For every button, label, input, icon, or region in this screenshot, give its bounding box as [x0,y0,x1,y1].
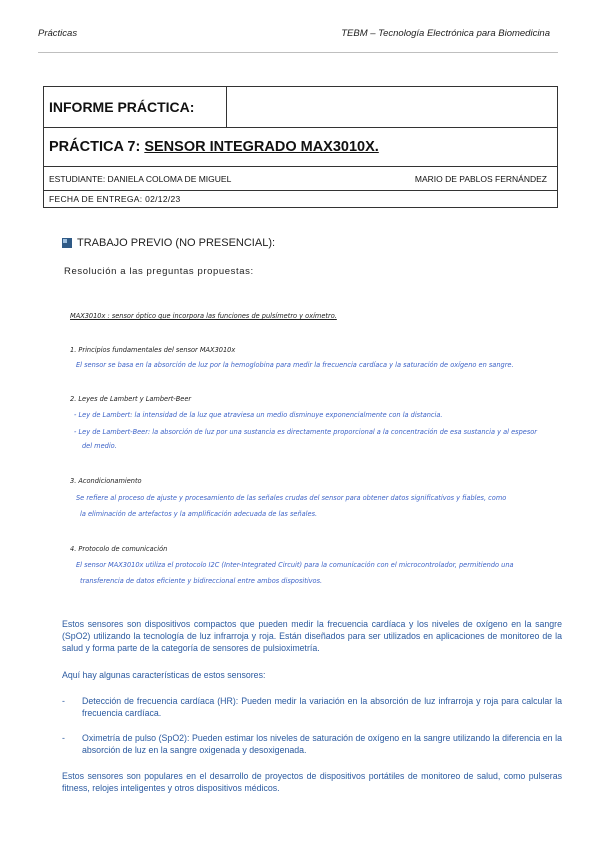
section-title: TRABAJO PREVIO (NO PRESENCIAL): [77,237,276,249]
handwritten-q2-b2: del medio. [82,442,117,450]
handwritten-q3-title: 3. Acondicionamiento [70,477,142,485]
bullet-1 [62,695,562,719]
bullet-2-text: Oximetría de pulso (SpO2): Pueden estimar los niveles de saturación de oxígeno en la sangre utilizando la diferencia en la absorción de luz en la sangre oxigenada y desoxigenada. [82,733,562,755]
delivery-date: FECHA DE ENTREGA: 02/12/23 [44,191,558,208]
section-heading [62,237,275,249]
handwritten-q4-title: 4. Protocolo de comunicación [70,545,168,553]
handwritten-q2-title: 2. Leyes de Lambert y Lambert-Beer [70,395,192,403]
practice-prefix: PRÁCTICA 7: [49,139,145,155]
handwritten-q2-b1: - Ley de Lambert-Beer: la absorción de luz por una sustancia es directamente proporcional a la concentración de esa sustancia y al espesor [74,428,538,436]
practice-name: SENSOR INTEGRADO MAX3010X. [144,139,379,155]
report-title: INFORME PRÁCTICA: [44,87,227,128]
section-bullet-icon [62,238,72,248]
header-left: Prácticas [38,28,78,39]
paragraph-3: Estos sensores son populares en el desarrollo de proyectos de dispositivos portátiles de monitoreo de salud, como pulseras fitness, relojes inteligentes y otros dispositivos médicos. [62,771,562,793]
header-divider [38,52,558,53]
bullet-2 [62,732,562,756]
paragraph-2: Aquí hay algunas características de estos sensores: [62,670,266,680]
handwritten-q2-a: - Ley de Lambert: la intensidad de la luz que atraviesa un medio disminuye exponencialmente con la distancia. [74,411,443,419]
info-table [43,86,558,208]
handwritten-q3-line2: la eliminación de artefactos y la amplificación adecuada de las señales. [80,510,318,518]
practice-title [44,128,558,167]
student-2: MARIO DE PABLOS FERNÁNDEZ [414,173,547,184]
paragraph-1: Estos sensores son dispositivos compactos que pueden medir la frecuencia cardíaca y los niveles de oxígeno en la sangre (SpO2) utilizando la tecnología de luz infrarroja y roja. Están diseñados para ser utilizados en aplicaciones de monitoreo de la salud y forma parte de la categoría de sensores de pulsioximetría. [62,619,562,653]
handwritten-q1-text: El sensor se basa en la absorción de luz por la hemoglobina para medir la frecuencia cardíaca y la saturación de oxígeno en sangre. [76,361,514,369]
handwritten-q3-line1: Se refiere al proceso de ajuste y procesamiento de las señales crudas del sensor para obtener datos significativos y fiables, como [76,494,507,502]
bullet-2-dash: - [62,733,65,743]
handwritten-q1-title: 1. Principios fundamentales del sensor MAX3010x [70,346,236,354]
handwritten-heading: MAX3010x : sensor óptico que incorpora las funciones de pulsímetro y oxímetro. [70,312,337,320]
report-title-empty-cell [227,87,558,128]
handwritten-q4-line1: El sensor MAX3010x utiliza el protocolo I2C (Inter-Integrated Circuit) para la comunicación con el microcontrolador, permitiendo una [76,561,514,569]
student-1: ESTUDIANTE: DANIELA COLOMA DE MIGUEL [49,173,232,184]
header-right: TEBM – Tecnología Electrónica para Biomedicina [341,28,550,39]
bullet-1-dash: - [62,696,65,706]
intro-text: Resolución a las preguntas propuestas: [64,266,254,277]
students-cell [44,167,558,191]
handwritten-q4-line2: transferencia de datos eficiente y bidireccional entre ambos dispositivos. [80,577,323,585]
bullet-1-text: Detección de frecuencia cardíaca (HR): Pueden medir la variación en la absorción de luz infrarroja y roja para calcular la frecuencia cardíaca. [82,696,562,718]
